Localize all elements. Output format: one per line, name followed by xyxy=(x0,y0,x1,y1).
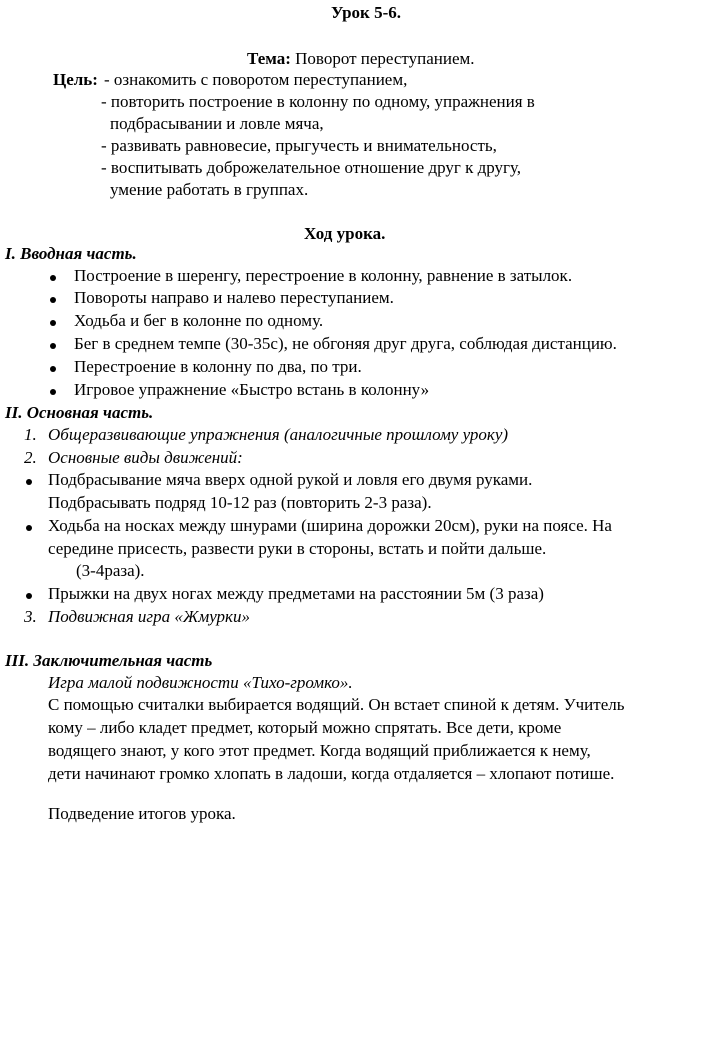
paragraph-line: водящего знают, у кого этот предмет. Когда водящий приближается к нему, xyxy=(48,741,591,760)
list-item: Бег в среднем темпе (30-35с), не обгоняя друг друга, соблюдая дистанцию. xyxy=(74,334,617,353)
bullet-icon xyxy=(50,343,56,349)
list-number: 1. xyxy=(24,425,37,444)
list-item-continuation: Подбрасывать подряд 10-12 раз (повторить 2-3 раза). xyxy=(48,493,432,512)
list-item-continuation: (3-4раза). xyxy=(76,561,145,580)
list-item: Перестроение в колонну по два, по три. xyxy=(74,357,362,376)
goal-item: умение работать в группах. xyxy=(110,180,309,199)
goal-item: - ознакомить с поворотом переступанием, xyxy=(104,70,408,89)
topic-text: Поворот переступанием. xyxy=(290,49,475,68)
part2-title: II. Основная часть. xyxy=(5,403,154,422)
numbered-item: Подвижная игра «Жмурки» xyxy=(48,607,251,626)
goal-item: - воспитывать доброжелательное отношение друг к другу, xyxy=(101,158,522,177)
list-number: 2. xyxy=(24,448,37,467)
paragraph-line: кому – либо кладет предмет, который можно спрятать. Все дети, кроме xyxy=(48,718,562,737)
list-item: Повороты направо и налево переступанием. xyxy=(74,288,394,307)
list-item-continuation: середине присесть, развести руки в стороны, встать и пойти дальше. xyxy=(48,539,547,558)
list-number: 3. xyxy=(24,607,37,626)
list-item: Прыжки на двух ногах между предметами на расстоянии 5м (3 раза) xyxy=(48,584,544,603)
list-item: Игровое упражнение «Быстро встань в колонну» xyxy=(74,380,430,399)
topic-label: Тема: xyxy=(247,49,291,68)
numbered-item: Основные виды движений: xyxy=(48,448,243,467)
game-title: Игра малой подвижности «Тихо-громко». xyxy=(48,673,353,692)
paragraph-line: дети начинают громко хлопать в ладоши, когда отдаляется – хлопают потише. xyxy=(48,764,615,783)
bullet-icon xyxy=(50,275,56,281)
goal-item: - развивать равновесие, прыгучесть и внимательность, xyxy=(101,136,497,155)
paragraph-line: С помощью считалки выбирается водящий. Он встает спиной к детям. Учитель xyxy=(48,695,625,714)
bullet-icon xyxy=(26,479,32,485)
list-item: Построение в шеренгу, перестроение в колонну, равнение в затылок. xyxy=(74,266,573,285)
list-item: Ходьба на носках между шнурами (ширина дорожки 20см), руки на поясе. На xyxy=(48,516,612,535)
numbered-item: Общеразвивающие упражнения (аналогичные прошлому уроку) xyxy=(48,425,509,444)
summary-line: Подведение итогов урока. xyxy=(48,804,236,823)
bullet-icon xyxy=(50,297,56,303)
bullet-icon xyxy=(50,366,56,372)
lesson-title: Урок 5-6. xyxy=(331,3,401,22)
goal-item: - повторить построение в колонну по одному, упражнения в xyxy=(101,92,535,111)
bullet-icon xyxy=(26,593,32,599)
part3-title: III. Заключительная часть xyxy=(5,651,213,670)
part1-title: I. Вводная часть. xyxy=(5,244,137,263)
bullet-icon xyxy=(26,525,32,531)
topic-line xyxy=(247,49,475,69)
list-item: Ходьба и бег в колонне по одному. xyxy=(74,311,324,330)
bullet-icon xyxy=(50,389,56,395)
goal-label: Цель: xyxy=(53,70,98,89)
progress-title: Ход урока. xyxy=(304,224,386,243)
list-item: Подбрасывание мяча вверх одной рукой и ловля его двумя руками. xyxy=(48,470,533,489)
bullet-icon xyxy=(50,320,56,326)
goal-item: подбрасывании и ловле мяча, xyxy=(110,114,324,133)
